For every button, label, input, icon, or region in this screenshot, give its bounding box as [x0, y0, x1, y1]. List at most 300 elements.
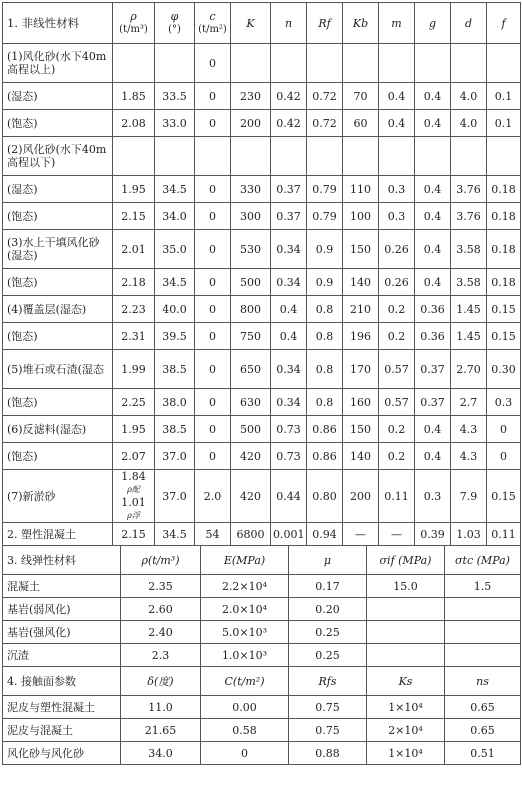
row-label: (饱态) — [3, 389, 113, 416]
table-cell: 34.5 — [155, 269, 195, 296]
table-cell: 0.72 — [307, 110, 343, 137]
sec3-header-row — [3, 546, 521, 575]
column-header: μ — [289, 546, 367, 575]
table-cell — [343, 44, 379, 83]
table-cell: — — [379, 523, 415, 546]
elastic-and-interface-table — [2, 545, 521, 765]
table-cell: 160 — [343, 389, 379, 416]
table-cell: 0.26 — [379, 230, 415, 269]
table-cell: 4.3 — [451, 443, 487, 470]
column-header — [379, 3, 415, 44]
column-symbol: f — [501, 16, 506, 30]
table-cell: 60 — [343, 110, 379, 137]
table-cell: 0.2 — [379, 323, 415, 350]
table-cell: 0.30 — [487, 350, 521, 389]
table-cell: 0.75 — [289, 719, 367, 742]
table-cell — [445, 621, 521, 644]
table-cell — [271, 137, 307, 176]
table-cell: 0 — [195, 350, 231, 389]
table-cell: 3.58 — [451, 269, 487, 296]
table-cell: 0.4 — [415, 416, 451, 443]
table-cell: 0.34 — [271, 269, 307, 296]
column-symbol: Rf — [318, 16, 331, 30]
table-cell: 0.36 — [415, 323, 451, 350]
column-header — [307, 3, 343, 44]
table-cell — [367, 621, 445, 644]
table-cell: — — [343, 523, 379, 546]
table-cell: 4.0 — [451, 110, 487, 137]
table-cell — [155, 137, 195, 176]
table-row — [3, 575, 521, 598]
column-symbol: g — [428, 16, 437, 30]
table-cell — [271, 44, 307, 83]
column-header: δ(度) — [121, 667, 201, 696]
table-cell: 0.39 — [415, 523, 451, 546]
table-cell — [415, 44, 451, 83]
column-header — [415, 3, 451, 44]
table-cell: 0.18 — [487, 203, 521, 230]
table-cell: 0 — [195, 296, 231, 323]
table-cell: 2×10⁴ — [367, 719, 445, 742]
column-symbol: K — [246, 16, 255, 30]
row-label: 2. 塑性混凝土 — [3, 523, 113, 546]
table-cell: 2.7 — [451, 389, 487, 416]
table-cell: 0.18 — [487, 230, 521, 269]
table-cell: 500 — [231, 416, 271, 443]
row-label: (饱态) — [3, 269, 113, 296]
table-row — [3, 203, 521, 230]
table-cell: 0.57 — [379, 389, 415, 416]
table-cell: 0 — [195, 230, 231, 269]
table-cell: 200 — [343, 470, 379, 523]
table-cell: 0.4 — [415, 203, 451, 230]
table-cell: 0.18 — [487, 176, 521, 203]
column-unit: (°) — [168, 24, 181, 35]
table-cell: 2.40 — [121, 621, 201, 644]
table-cell: 2.01 — [113, 230, 155, 269]
table1-header-row — [3, 3, 521, 44]
table-cell: 0.86 — [307, 443, 343, 470]
table-cell: 2.08 — [113, 110, 155, 137]
table-row — [3, 137, 521, 176]
table-cell: 4.0 — [451, 83, 487, 110]
table-cell: 150 — [343, 230, 379, 269]
row-label: (饱态) — [3, 203, 113, 230]
row-label: 混凝土 — [3, 575, 121, 598]
column-symbol: ρ — [130, 10, 137, 23]
table-row — [3, 176, 521, 203]
table-cell: 0.42 — [271, 110, 307, 137]
table-cell — [155, 44, 195, 83]
table-cell: 2.31 — [113, 323, 155, 350]
table-cell: 0.8 — [307, 296, 343, 323]
table-cell: 0.79 — [307, 176, 343, 203]
table-cell: 650 — [231, 350, 271, 389]
table-cell: 0.72 — [307, 83, 343, 110]
table-cell: 0.86 — [307, 416, 343, 443]
column-header: σif (MPa) — [367, 546, 445, 575]
table-cell: 3.76 — [451, 176, 487, 203]
table-cell: 0 — [195, 269, 231, 296]
table-cell: 2.70 — [451, 350, 487, 389]
table-cell: 0 — [195, 44, 231, 83]
table-cell: 0.34 — [271, 350, 307, 389]
section1-title: 1. 非线性材料 — [3, 3, 113, 44]
table-cell: 0.37 — [415, 350, 451, 389]
row-label: (5)堆石或石渣(湿态 — [3, 350, 113, 389]
row-label: (3)水上干填风化砂(湿态) — [3, 230, 113, 269]
table-cell: 0.65 — [445, 719, 521, 742]
table-cell: 0 — [195, 176, 231, 203]
table-cell — [445, 598, 521, 621]
column-header: E(MPa) — [201, 546, 289, 575]
table-cell: 0.88 — [289, 742, 367, 765]
table-cell: 0.73 — [271, 416, 307, 443]
table-cell: 0.2 — [379, 443, 415, 470]
table-cell: 0.25 — [289, 644, 367, 667]
column-header: ns — [445, 667, 521, 696]
table-cell: 0.4 — [271, 323, 307, 350]
table-cell: 0.4 — [415, 176, 451, 203]
column-header — [487, 3, 521, 44]
table-cell: 0.11 — [379, 470, 415, 523]
column-header — [155, 3, 195, 44]
table-cell: 1.03 — [451, 523, 487, 546]
table-cell: 0.42 — [271, 83, 307, 110]
table-cell: 0.37 — [271, 176, 307, 203]
table-cell: 750 — [231, 323, 271, 350]
table-row — [3, 230, 521, 269]
table-cell: 170 — [343, 350, 379, 389]
table-cell: 0.80 — [307, 470, 343, 523]
density-value-1: 1.84 — [121, 470, 146, 483]
table-cell: 5.0×10³ — [201, 621, 289, 644]
table-cell: 0.25 — [289, 621, 367, 644]
table-cell: 0.44 — [271, 470, 307, 523]
row-label: (湿态) — [3, 176, 113, 203]
nonlinear-materials-table — [2, 2, 521, 546]
column-symbol: m — [391, 16, 402, 30]
table-cell: 40.0 — [155, 296, 195, 323]
row-label: (饱态) — [3, 110, 113, 137]
table-row — [3, 696, 521, 719]
table-cell: 1.85 — [113, 83, 155, 110]
table-row — [3, 323, 521, 350]
row-label: (7)新淤砂 — [3, 470, 113, 523]
table-cell — [343, 137, 379, 176]
table-cell: 0.4 — [379, 110, 415, 137]
table-cell: 0.3 — [379, 203, 415, 230]
table-cell: 196 — [343, 323, 379, 350]
table-cell: 7.9 — [451, 470, 487, 523]
table-cell: 0.57 — [379, 350, 415, 389]
table-cell: 0.37 — [415, 389, 451, 416]
column-header — [231, 3, 271, 44]
density-value-2: 1.01 — [121, 496, 146, 509]
table-cell: 0.9 — [307, 230, 343, 269]
table-cell: 0.8 — [307, 389, 343, 416]
table-cell — [379, 137, 415, 176]
table-cell: 0.1 — [487, 110, 521, 137]
table-cell: 3.76 — [451, 203, 487, 230]
table-cell — [451, 44, 487, 83]
table-row — [3, 598, 521, 621]
table-row — [3, 269, 521, 296]
column-header — [343, 3, 379, 44]
row-label: 泥皮与塑性混凝土 — [3, 696, 121, 719]
row-label: (2)风化砂(水下40m高程以下) — [3, 137, 113, 176]
table-cell: 0 — [195, 83, 231, 110]
table-cell: 37.0 — [155, 443, 195, 470]
table-cell: 0.34 — [271, 389, 307, 416]
table-cell: 110 — [343, 176, 379, 203]
parameter-tables — [2, 2, 520, 798]
row-label: (6)反滤料(湿态) — [3, 416, 113, 443]
row-label: 泥皮与混凝土 — [3, 719, 121, 742]
table-cell: 0.8 — [307, 350, 343, 389]
table-row — [3, 44, 521, 83]
table-cell: 1×10⁴ — [367, 696, 445, 719]
table-cell: 0.3 — [415, 470, 451, 523]
table-row — [3, 470, 521, 523]
table-cell: 38.5 — [155, 350, 195, 389]
table-cell: 1.5 — [445, 575, 521, 598]
table-cell: 140 — [343, 269, 379, 296]
table-cell: 230 — [231, 83, 271, 110]
row-label: (4)覆盖层(湿态) — [3, 296, 113, 323]
table-cell: 2.18 — [113, 269, 155, 296]
column-header — [451, 3, 487, 44]
column-header: C(t/m²) — [201, 667, 289, 696]
table-cell: 630 — [231, 389, 271, 416]
table-cell: 1.95 — [113, 176, 155, 203]
table-cell: 0.34 — [271, 230, 307, 269]
column-unit: (t/m²) — [198, 24, 227, 35]
table-cell: 0.8 — [307, 323, 343, 350]
table-cell: 0.58 — [201, 719, 289, 742]
table-cell: 1.45 — [451, 296, 487, 323]
table-cell: 34.5 — [155, 176, 195, 203]
table-cell: 140 — [343, 443, 379, 470]
table-cell — [415, 137, 451, 176]
table-row — [3, 350, 521, 389]
column-header: Ks — [367, 667, 445, 696]
table-cell: 0 — [195, 416, 231, 443]
table-cell — [367, 644, 445, 667]
column-symbol: φ — [170, 10, 179, 23]
table-cell: 0.1 — [487, 83, 521, 110]
table-cell: 0.65 — [445, 696, 521, 719]
table-cell: 1.0×10³ — [201, 644, 289, 667]
table-cell: 0.17 — [289, 575, 367, 598]
sec3-title: 3. 线弹性材料 — [3, 546, 121, 575]
column-unit: (t/m³) — [119, 24, 148, 35]
row-label: (湿态) — [3, 83, 113, 110]
column-symbol: c — [209, 10, 216, 23]
sec4-title: 4. 接触面参数 — [3, 667, 121, 696]
table-cell: 0 — [195, 323, 231, 350]
table-cell: 0.4 — [415, 443, 451, 470]
table-cell: 0.51 — [445, 742, 521, 765]
table-cell: 1.45 — [451, 323, 487, 350]
table-cell — [379, 44, 415, 83]
column-header: Rfs — [289, 667, 367, 696]
table-cell: 0.20 — [289, 598, 367, 621]
table-cell: 0.3 — [379, 176, 415, 203]
table-cell: 0 — [487, 443, 521, 470]
column-symbol: d — [464, 16, 473, 30]
table-cell: 2.0 — [195, 470, 231, 523]
table-cell — [451, 137, 487, 176]
table-cell — [307, 137, 343, 176]
table-row — [3, 416, 521, 443]
table-cell — [113, 44, 155, 83]
table-cell: 530 — [231, 230, 271, 269]
table-cell: 0 — [195, 110, 231, 137]
density-sub-label-2: ρ浮 — [127, 511, 140, 520]
table-cell: 0.4 — [415, 83, 451, 110]
table-row — [3, 719, 521, 742]
table-row — [3, 389, 521, 416]
table-cell: 0.15 — [487, 323, 521, 350]
table-row — [3, 742, 521, 765]
table-cell: 0.11 — [487, 523, 521, 546]
table-row — [3, 644, 521, 667]
table-cell: 0 — [487, 416, 521, 443]
row-label: (饱态) — [3, 323, 113, 350]
table-cell — [195, 137, 231, 176]
table-cell: 2.2×10⁴ — [201, 575, 289, 598]
table-cell: 0.26 — [379, 269, 415, 296]
table-cell — [231, 44, 271, 83]
table-cell: 0.3 — [487, 389, 521, 416]
table-cell: 2.15 — [113, 203, 155, 230]
table-cell: 0.15 — [487, 296, 521, 323]
table-cell: 3.58 — [451, 230, 487, 269]
table-cell — [231, 137, 271, 176]
table-cell: 2.35 — [121, 575, 201, 598]
density-sub-label-1: ρ配 — [127, 485, 140, 494]
table-cell: 150 — [343, 416, 379, 443]
table-cell: 0.4 — [415, 230, 451, 269]
table-cell — [445, 644, 521, 667]
table-cell: 0.2 — [379, 296, 415, 323]
table-cell — [113, 137, 155, 176]
table-cell: 0.001 — [271, 523, 307, 546]
table-cell: 0 — [201, 742, 289, 765]
table-cell: 0 — [195, 443, 231, 470]
table-cell: 800 — [231, 296, 271, 323]
table-cell: 2.23 — [113, 296, 155, 323]
table-cell: 0 — [195, 203, 231, 230]
density-dual-cell — [113, 470, 155, 523]
row-label: 基岩(弱风化) — [3, 598, 121, 621]
table-row — [3, 83, 521, 110]
table-row — [3, 621, 521, 644]
table-cell: 300 — [231, 203, 271, 230]
table-cell: 0.79 — [307, 203, 343, 230]
table-cell: 0.4 — [415, 269, 451, 296]
column-header — [113, 3, 155, 44]
table-cell: 2.3 — [121, 644, 201, 667]
row-label: 风化砂与风化砂 — [3, 742, 121, 765]
column-symbol: Kb — [352, 16, 369, 30]
row-label: (1)风化砂(水下40m高程以上) — [3, 44, 113, 83]
table-cell: 6800 — [231, 523, 271, 546]
table-cell: 0.75 — [289, 696, 367, 719]
table-cell: 2.60 — [121, 598, 201, 621]
table-cell: 0.36 — [415, 296, 451, 323]
table-cell: 0.15 — [487, 470, 521, 523]
table-cell: 0.2 — [379, 416, 415, 443]
table-cell — [307, 44, 343, 83]
table-row — [3, 443, 521, 470]
table-cell: 2.15 — [113, 523, 155, 546]
table-cell: 330 — [231, 176, 271, 203]
column-header: σtc (MPa) — [445, 546, 521, 575]
sec4-header-row — [3, 667, 521, 696]
table-cell: 0.37 — [271, 203, 307, 230]
table-cell: 420 — [231, 443, 271, 470]
table-cell: 33.0 — [155, 110, 195, 137]
column-header: ρ(t/m³) — [121, 546, 201, 575]
row-label: 沉渣 — [3, 644, 121, 667]
table-cell: 210 — [343, 296, 379, 323]
table-cell: 38.0 — [155, 389, 195, 416]
table-cell: 21.65 — [121, 719, 201, 742]
table-row — [3, 523, 521, 546]
table-cell: 38.5 — [155, 416, 195, 443]
table-cell: 0.18 — [487, 269, 521, 296]
table-cell: 37.0 — [155, 470, 195, 523]
table-cell: 1×10⁴ — [367, 742, 445, 765]
table-cell — [487, 137, 521, 176]
table-cell: 35.0 — [155, 230, 195, 269]
table-cell: 500 — [231, 269, 271, 296]
table-cell: 0.9 — [307, 269, 343, 296]
table-cell: 2.25 — [113, 389, 155, 416]
table-cell: 70 — [343, 83, 379, 110]
table-cell: 34.5 — [155, 523, 195, 546]
row-label: (饱态) — [3, 443, 113, 470]
table-cell: 2.07 — [113, 443, 155, 470]
table-cell: 39.5 — [155, 323, 195, 350]
table-cell: 0.94 — [307, 523, 343, 546]
table-cell: 4.3 — [451, 416, 487, 443]
table-cell: 34.0 — [121, 742, 201, 765]
table-cell: 34.0 — [155, 203, 195, 230]
table-row — [3, 296, 521, 323]
column-symbol: n — [284, 16, 293, 30]
table-cell — [367, 598, 445, 621]
table-cell: 0 — [195, 389, 231, 416]
column-header — [195, 3, 231, 44]
table-cell: 0.4 — [271, 296, 307, 323]
table-cell: 1.99 — [113, 350, 155, 389]
column-header — [271, 3, 307, 44]
table-cell: 100 — [343, 203, 379, 230]
table-cell: 0.00 — [201, 696, 289, 719]
table-cell: 54 — [195, 523, 231, 546]
table-cell: 200 — [231, 110, 271, 137]
table-cell: 2.0×10⁴ — [201, 598, 289, 621]
table-cell: 33.5 — [155, 83, 195, 110]
table-cell: 0.4 — [415, 110, 451, 137]
table-cell — [487, 44, 521, 83]
table-row — [3, 110, 521, 137]
table-cell: 1.95 — [113, 416, 155, 443]
row-label: 基岩(强风化) — [3, 621, 121, 644]
